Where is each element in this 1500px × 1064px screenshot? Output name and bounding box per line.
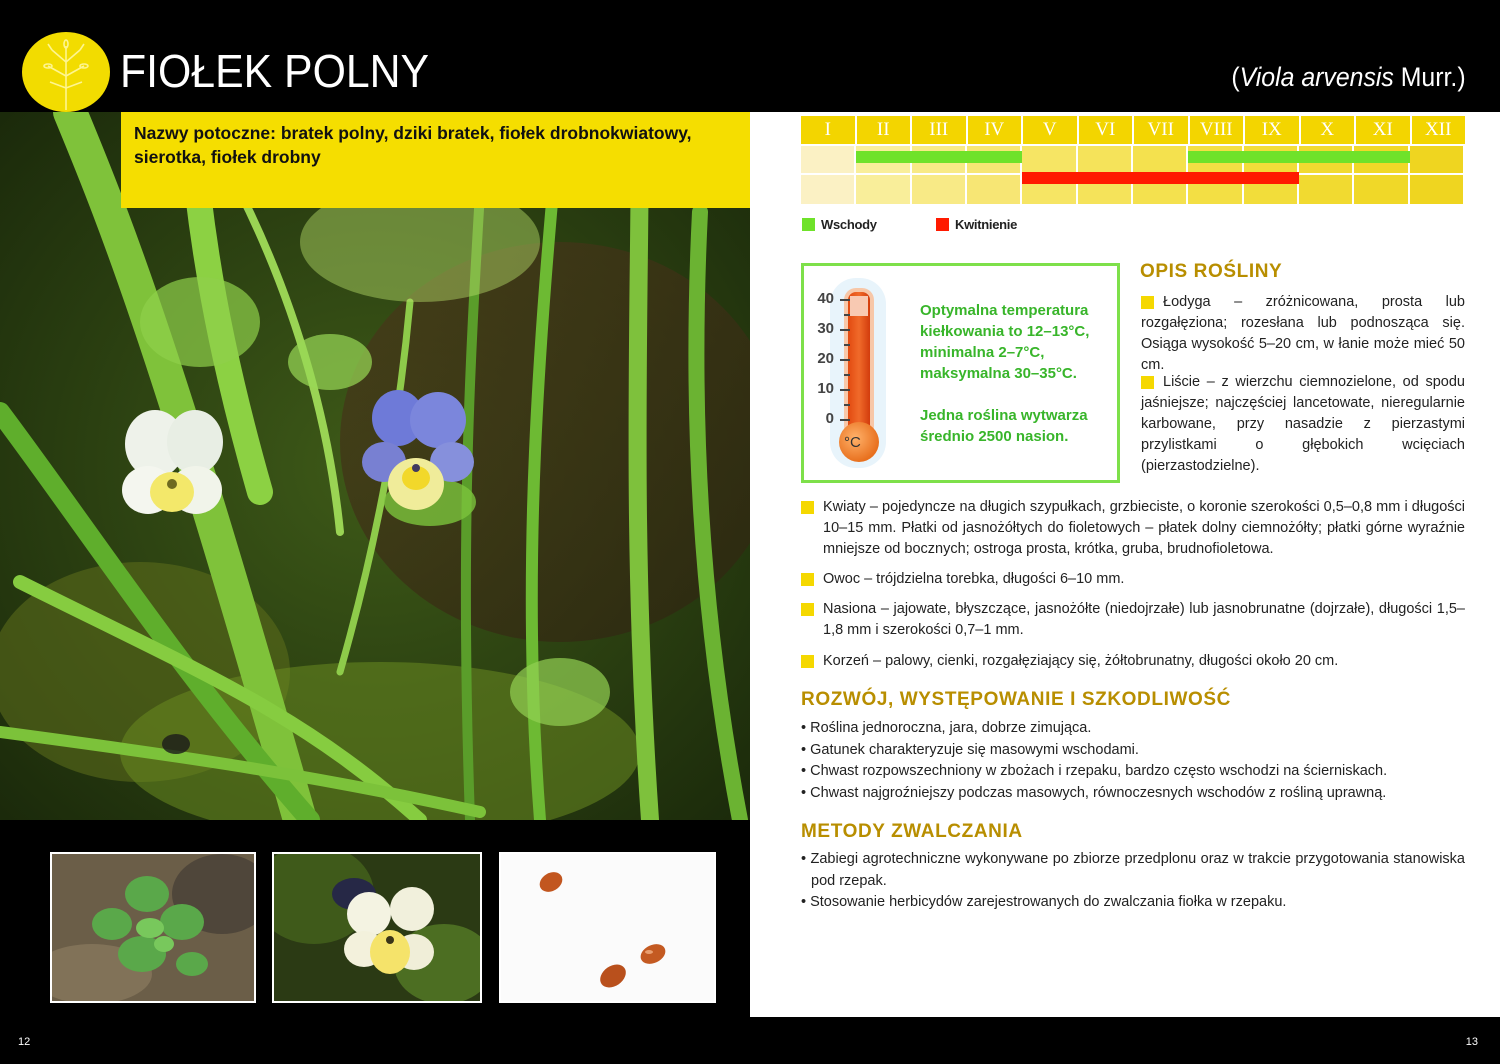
desc-root: Korzeń – palowy, cienki, rozgałęziający się, żółtobrunatny, długości około 20 cm. <box>801 651 1465 672</box>
list-item: • Gatunek charakteryzuje się masowymi wschodami. <box>801 741 1139 758</box>
legend-emergence-swatch <box>802 218 815 231</box>
seeds-photo <box>499 852 716 1003</box>
thermometer-tick-label: 40 <box>817 290 834 307</box>
desc-seeds: Nasiona – jajowate, błyszczące, jasnożółte (niedojrzałe) lub jasnobrunatne (dojrzałe), długości 1,5–1,8 mm i szerokości 0,7–1 mm. <box>801 599 1465 641</box>
emergence-bar <box>1188 151 1409 163</box>
page-number-left: 12 <box>18 1036 31 1048</box>
desc-leaves: Liście – z wierzchu ciemnozielone, od spodu jaśniejsze; najczęściej lancetowate, nieregularnie karbowane, przy nasadzie z pierzastymi przylistkami o głębokich wcięciach (pierzastodzielne). <box>1141 374 1465 474</box>
list-item: • Stosowanie herbicydów zarejestrowanych do zwalczania fiołka w rzepaku. <box>801 894 1287 910</box>
bullet-square-icon <box>801 655 814 668</box>
desc-fruit: Owoc – trójdzielna torebka, długości 6–10 mm. <box>801 569 1465 590</box>
month-VI: VI <box>1079 116 1133 144</box>
colloquial-names-label: Nazwy potoczne: <box>134 123 276 143</box>
bullet-square-icon <box>1141 376 1154 389</box>
thermometer-unit: °C <box>844 434 861 451</box>
month-III: III <box>912 116 966 144</box>
colloquial-names-text: bratek polny, dziki bratek, fiołek drobnokwiatowy, sierotka, fiołek drobny <box>134 123 692 167</box>
plant-logo-icon <box>22 32 110 112</box>
colloquial-names-box <box>121 112 750 208</box>
flower-closeup-photo <box>272 852 482 1003</box>
temperature-text: Optymalna temperatura kiełkowania to 12–13°C, minimalna 2–7°C, maksymalna 30–35°C. Jedna roślina wytwarza średnio 2500 nasion. <box>920 302 1090 445</box>
desc-stem: Łodyga – zróżnicowana, prosta lub rozgałęziona; rozesłana lub podnosząca się. Osiąga wysokość 5–20 cm, w łanie może mieć 50 cm. <box>1141 294 1465 373</box>
development-list <box>801 718 1387 804</box>
bullet-square-icon <box>1141 296 1154 309</box>
month-II: II <box>857 116 911 144</box>
thermometer-tick-label: 0 <box>825 410 834 427</box>
emergence-bar <box>856 151 1022 163</box>
development-title: ROZWÓJ, WYSTĘPOWANIE I SZKODLIWOŚĆ <box>801 689 1231 710</box>
page-header <box>0 0 1500 112</box>
month-V: V <box>1023 116 1077 144</box>
month-IX: IX <box>1245 116 1299 144</box>
calendar-months <box>801 116 1465 144</box>
main-plant-photo <box>0 112 750 820</box>
seedling-photo <box>50 852 256 1003</box>
temperature-box <box>801 263 1120 483</box>
month-XI: XI <box>1356 116 1410 144</box>
thermometer-tick-label: 10 <box>817 380 834 397</box>
bullet-square-icon <box>801 501 814 514</box>
list-item: • Chwast rozpowszechniony w zbożach i rzepaku, bardzo często wschodzi na ścierniskach. <box>801 763 1388 779</box>
month-I: I <box>801 116 855 144</box>
month-cell <box>1410 146 1463 204</box>
month-VII: VII <box>1134 116 1188 144</box>
list-item: • Zabiegi agrotechniczne wykonywane po zbiorze przedplonu oraz w trakcie przygotowania stanowiska pod rzepak. <box>801 851 1465 889</box>
page-number-right: 13 <box>1465 1036 1478 1048</box>
thermometer-tick-label: 20 <box>817 350 834 367</box>
month-cell <box>801 146 854 204</box>
list-item: • Chwast najgroźniejszy podczas masowych, równoczesnych wschodów z rośliną uprawną. <box>801 784 1387 801</box>
desc-flowers: Kwiaty – pojedyncze na długich szypułkach, grzbieciste, o koronie szerokości 0,5–0,8 mm i długości 10–15 mm. Płatki od jasnożółtych do fioletowych – płatek dolny ciemnożółty; płatki górne wyraźnie mniejsze od bocznych; ostroga prosta, krótka, gruba, brudnofioletowa. <box>801 497 1465 560</box>
legend-flowering-swatch <box>936 218 949 231</box>
bullet-square-icon <box>801 573 814 586</box>
legend-emergence: Wschody <box>802 217 877 232</box>
control-list <box>801 849 1465 914</box>
phenology-calendar <box>801 116 1465 204</box>
description-title: OPIS ROŚLINY <box>1140 261 1283 282</box>
month-X: X <box>1301 116 1355 144</box>
flowering-bar <box>1022 172 1299 184</box>
month-VIII: VIII <box>1190 116 1244 144</box>
month-IV: IV <box>968 116 1022 144</box>
month-XII: XII <box>1412 116 1466 144</box>
control-title: METODY ZWALCZANIA <box>801 821 1023 842</box>
thermometer-tick-label: 30 <box>817 320 834 337</box>
legend-flowering: Kwitnienie <box>936 217 1017 232</box>
calendar-grid <box>801 146 1465 204</box>
list-item: • Roślina jednoroczna, jara, dobrze zimująca. <box>801 720 1092 736</box>
bullet-square-icon <box>801 603 814 616</box>
page-title: FIOŁEK POLNY <box>120 45 430 97</box>
latin-name: (Viola arvensis Murr.) <box>1231 62 1466 92</box>
